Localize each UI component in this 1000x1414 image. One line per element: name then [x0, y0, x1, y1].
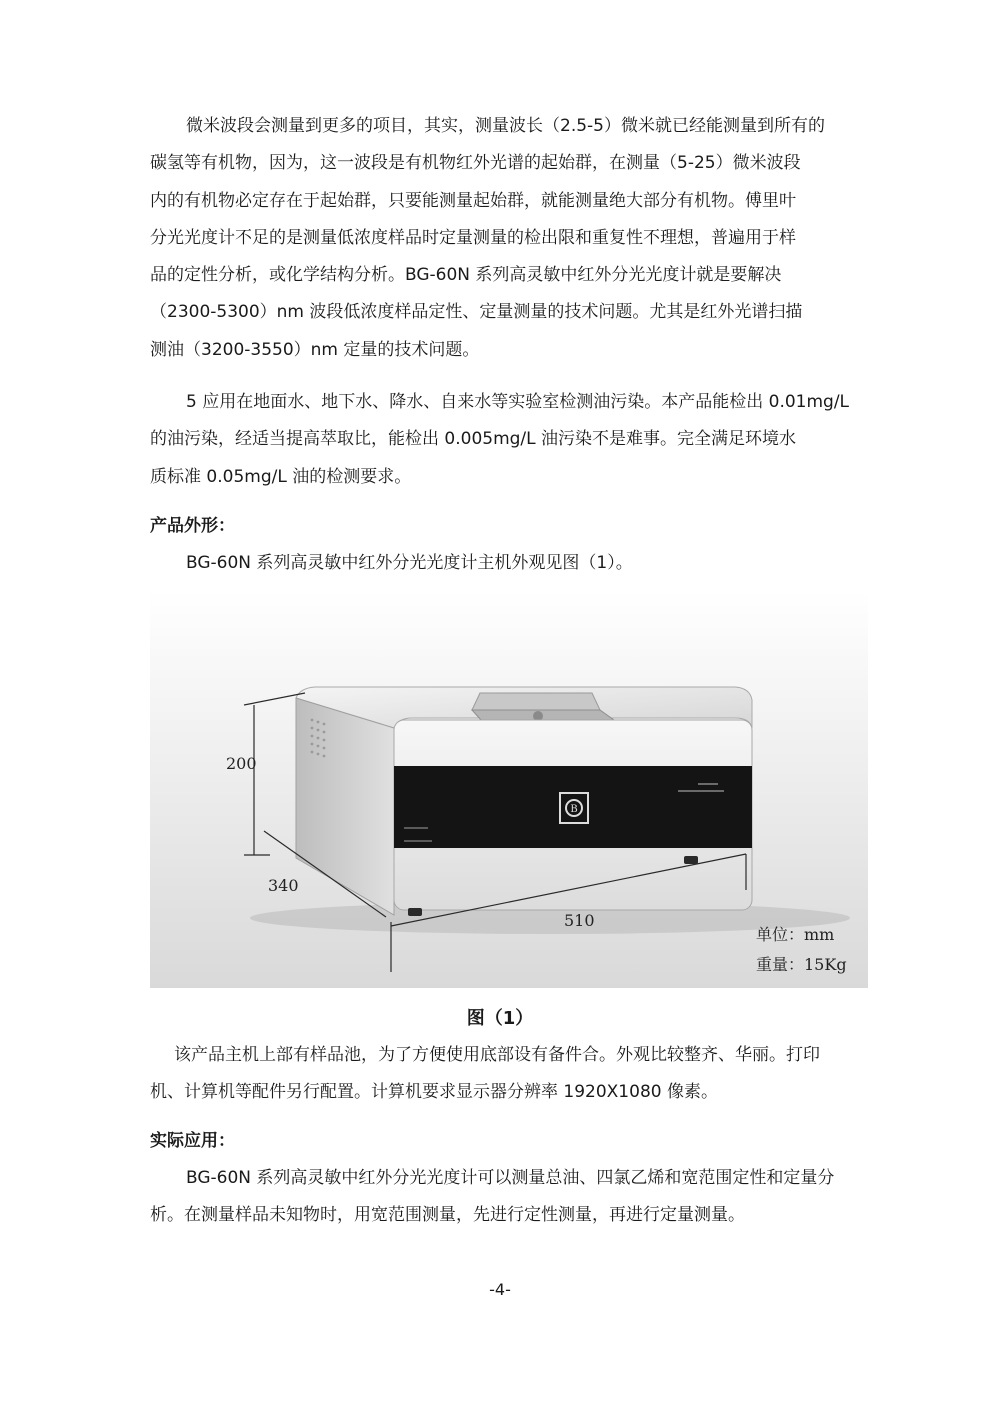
power-indicator [404, 827, 428, 829]
logo-letter: B [570, 804, 578, 815]
text-line: 该产品主机上部有样品池，为了方便使用底部设有备件合。外观比较整齐、华丽。打印 [174, 1045, 820, 1065]
paragraph-practical-application [150, 1160, 850, 1235]
text-line: 质标准 0.05mg/L 油的检测要求。 [150, 466, 412, 487]
text-line: 内的有机物必定存在于起始群，只要能测量起始群，就能测量绝大部分有机物。傅里叶 [150, 190, 796, 211]
paragraph-host-description [150, 1037, 850, 1112]
paragraph-application-5 [150, 384, 850, 496]
status-indicator [404, 840, 432, 842]
text-line: BG-60N 系列高灵敏中红外分光光度计可以测量总油、四氯乙烯和宽范围定性和定量分 [186, 1168, 835, 1188]
dimension-depth-label: 340 [268, 876, 299, 895]
text-line: 机、计算机等配件另行配置。计算机要求显示器分辨率 1920X1080 像素。 [150, 1082, 718, 1103]
heading-product-appearance: 产品外形： [150, 516, 235, 536]
model-mark [698, 783, 718, 785]
text-line: 品的定性分析，或化学结构分析。BG-60N 系列高灵敏中红外分光光度计就是要解决 [150, 265, 782, 286]
foot [684, 856, 698, 864]
text-line: 5 应用在地面水、地下水、降水、自来水等实验室检测油污染。本产品能检出 0.01mg/L [186, 392, 850, 412]
instrument-illustration [150, 590, 868, 988]
sample-lid [472, 693, 600, 710]
heading-practical-application: 实际应用： [150, 1131, 235, 1151]
paragraph-spectral-range [150, 108, 850, 369]
figure-caption: 图（1） [466, 1008, 534, 1029]
text-line: 测油（3200-3550）nm 定量的技术问题。 [150, 339, 480, 360]
text-line: （2300-5300）nm 波段低浓度样品定性、定量测量的技术问题。尤其是红外光谱扫描 [150, 302, 803, 323]
dimension-width-label: 510 [564, 911, 595, 930]
product-figure [150, 590, 868, 988]
foot [408, 908, 422, 916]
dimension-height-label: 200 [226, 754, 257, 773]
text-line: 析。在测量样品未知物时，用宽范围测量，先进行定性测量，再进行定量测量。 [150, 1205, 745, 1226]
unit-label: 单位：mm [756, 925, 835, 944]
weight-label: 重量：15Kg [756, 955, 847, 974]
text-line: 的油污染，经适当提高萃取比，能检出 0.005mg/L 油污染不是难事。完全满足环境水 [150, 429, 797, 450]
page-number: -4- [489, 1280, 511, 1299]
name-mark [678, 790, 724, 792]
text-line: 微米波段会测量到更多的项目，其实，测量波长（2.5-5）微米就已经能测量到所有的 [186, 116, 825, 136]
text-line: 碳氢等有机物，因为，这一波段是有机物红外光谱的起始群，在测量（5-25）微米波段 [150, 153, 801, 174]
appearance-intro-text: BG-60N 系列高灵敏中红外分光光度计主机外观见图（1）。 [186, 553, 633, 573]
text-line: 分光光度计不足的是测量低浓度样品时定量测量的检出限和重复性不理想，普遍用于样 [150, 227, 796, 248]
